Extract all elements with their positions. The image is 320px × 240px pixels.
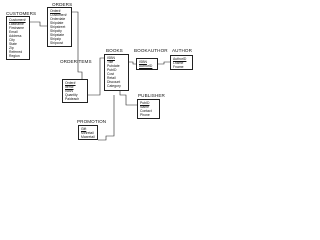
promotion-field: Gift — [81, 126, 87, 131]
author-table — [170, 55, 193, 70]
books-field: Category — [107, 83, 121, 88]
promotion-field: Maxretail — [81, 134, 95, 139]
customers-field: Customer# — [9, 17, 26, 22]
customers-field: Zip — [9, 45, 14, 50]
link-orders-orderitems — [72, 12, 82, 79]
books-field: PubID — [107, 67, 117, 72]
bookauthor-field: ISBN — [139, 59, 147, 64]
publisher-table-title: PUBLISHER — [138, 93, 165, 98]
publisher-table — [137, 99, 160, 119]
orderitems-field: Order# — [65, 80, 76, 85]
orders-field: Shipcity — [50, 28, 62, 33]
orders-field: Customer# — [50, 12, 67, 17]
orderitems-table — [62, 79, 88, 103]
orderitems-table-title: ORDERITEMS — [60, 59, 92, 64]
books-table-title: BOOKS — [106, 48, 123, 53]
author-field: Lname — [173, 60, 184, 65]
customers-table-title: CUSTOMERS — [6, 11, 37, 16]
link-books-bookauthor — [129, 62, 136, 64]
orders-field: Shipcost — [50, 40, 64, 45]
orders-table-title: ORDERS — [52, 2, 73, 7]
customers-field: City — [9, 37, 15, 42]
books-field: Retail — [107, 75, 116, 80]
publisher-field: PubID — [140, 100, 150, 105]
customers-field: Email — [9, 29, 18, 34]
orders-field: Order# — [50, 8, 61, 13]
books-field: Pubdate — [107, 63, 120, 68]
publisher-field: Contact — [140, 108, 152, 113]
promotion-field: Minretail — [81, 130, 94, 135]
books-field: Cost — [107, 71, 114, 76]
er-diagram — [0, 0, 200, 143]
orderitems-field: Item# — [65, 84, 74, 89]
orders-field: Shipstate — [50, 32, 65, 37]
bookauthor-table-title: BOOKAUTHOR — [134, 48, 168, 53]
books-field: Title — [107, 59, 114, 64]
books-field: Discount — [107, 79, 121, 84]
author-field: AuthorID — [173, 56, 187, 61]
link-bookauthor-author — [158, 62, 170, 64]
bookauthor-field: AuthorID — [139, 63, 153, 68]
promotion-table — [78, 125, 98, 140]
customers-field: Referred — [9, 49, 23, 54]
orders-field: Orderdate — [50, 16, 66, 21]
author-table-title: AUTHOR — [172, 48, 192, 53]
books-table — [104, 54, 129, 91]
bookauthor-table — [136, 58, 158, 70]
customers-field: Address — [9, 33, 22, 38]
orderitems-field: Paideach — [65, 96, 80, 101]
promotion-table-title: PROMOTION — [77, 119, 107, 124]
publisher-field: Phone — [140, 112, 150, 117]
publisher-field: Name — [140, 104, 150, 109]
orders-field: Shipstreet — [50, 24, 66, 29]
orders-field: Shipdate — [50, 20, 64, 25]
orderitems-field: Quantity — [65, 92, 78, 97]
link-books-promotion — [98, 95, 114, 140]
customers-field: Region — [9, 54, 20, 59]
books-field: ISBN — [107, 55, 115, 60]
customers-table — [6, 16, 30, 60]
customers-field: State — [9, 41, 17, 46]
orders-table — [47, 7, 72, 47]
author-field: Fname — [173, 64, 184, 69]
link-books-publisher — [120, 91, 137, 105]
customers-field: Lastname — [9, 21, 24, 26]
orderitems-field: ISBN — [65, 88, 73, 93]
link-customers-orders — [30, 22, 47, 26]
customers-field: Firstname — [9, 25, 25, 30]
orders-field: Shipzip — [50, 36, 62, 41]
